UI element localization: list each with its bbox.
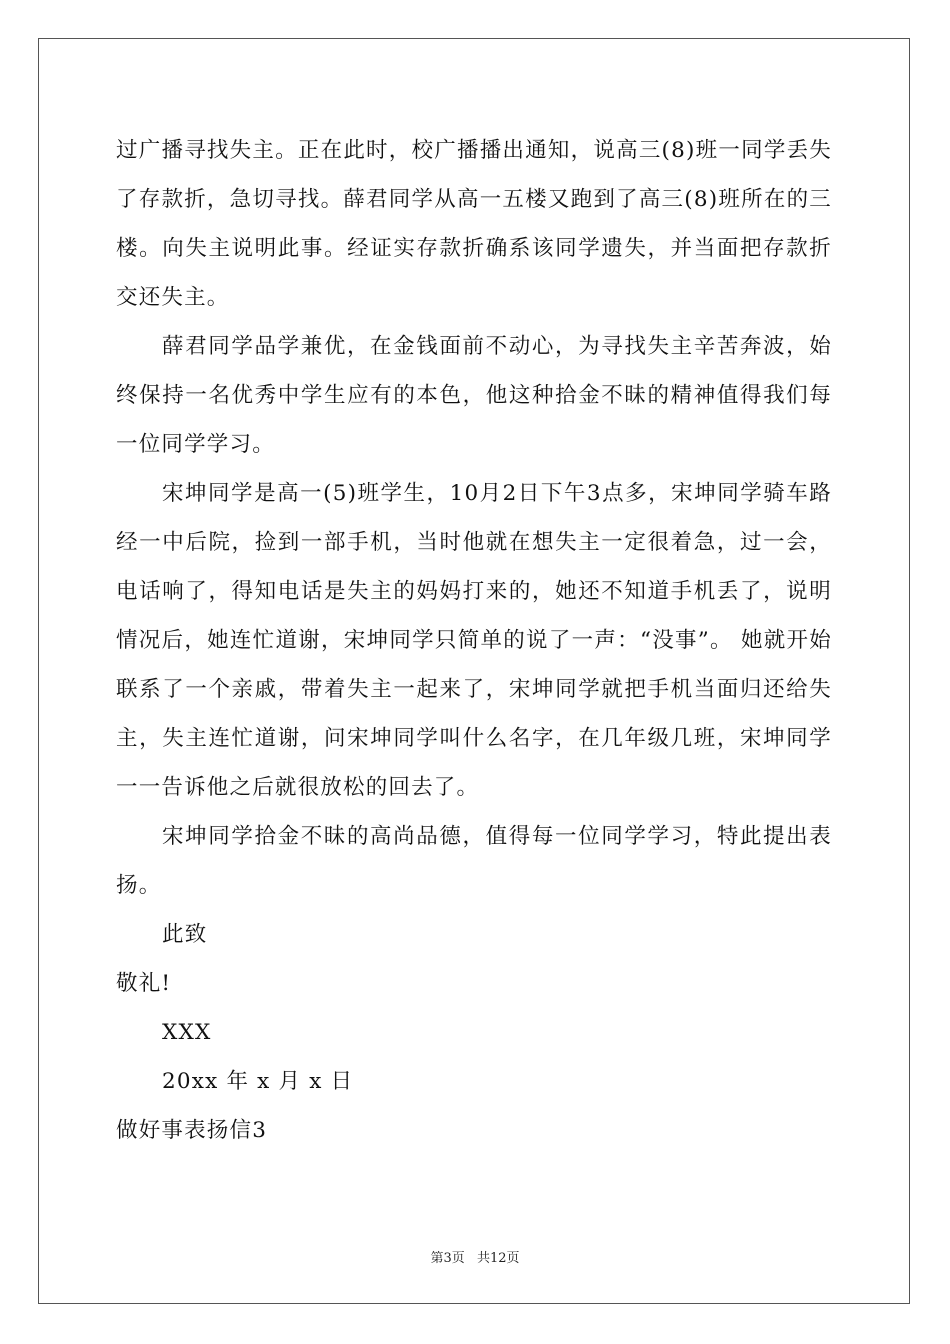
date-line: 20xx 年 x 月 x 日: [162, 1069, 354, 1094]
document-body: [116, 126, 832, 1155]
page-total: 共12页: [476, 1251, 520, 1266]
signature-line: XXX: [162, 1020, 212, 1045]
next-section-heading: 做好事表扬信3: [116, 1118, 268, 1143]
paragraph-1: 过广播寻找失主。正在此时，校广播播出通知，说高三(8)班一同学丢失了存款折，急切寻找。薛君同学从高一五楼又跑到了高三(8)班所在的三楼。向失主说明此事。经证实存款折确系该同学遗失，并当面把存款折交还失主。: [116, 138, 832, 310]
paragraph-2: 薛君同学品学兼优，在金钱面前不动心，为寻找失主辛苦奔波，始终保持一名优秀中学生应有的本色，他这种拾金不昧的精神值得我们每一位同学学习。: [116, 334, 832, 457]
page-number: 第3页: [430, 1251, 465, 1266]
closing-line: 此致: [162, 922, 208, 947]
page-footer: [0, 1247, 950, 1266]
paragraph-3: 宋坤同学是高一(5)班学生，10月2日下午3点多，宋坤同学骑车路经一中后院，捡到一部手机，当时他就在想失主一定很着急，过一会，电话响了，得知电话是失主的妈妈打来的，她还不知道手机丢了，说明情况后，她连忙道谢，宋坤同学只简单的说了一声：“没事”。 她就开始联系了一个亲戚，带着失主一起来了，宋坤同学就把手机当面归还给失主，失主连忙道谢，问宋坤同学叫什么名字，在几年级几班，宋坤同学一一告诉他之后就很放松的回去了。: [116, 481, 832, 800]
salute-line: 敬礼!: [116, 971, 172, 996]
paragraph-4: 宋坤同学拾金不昧的高尚品德，值得每一位同学学习，特此提出表扬。: [116, 824, 832, 898]
